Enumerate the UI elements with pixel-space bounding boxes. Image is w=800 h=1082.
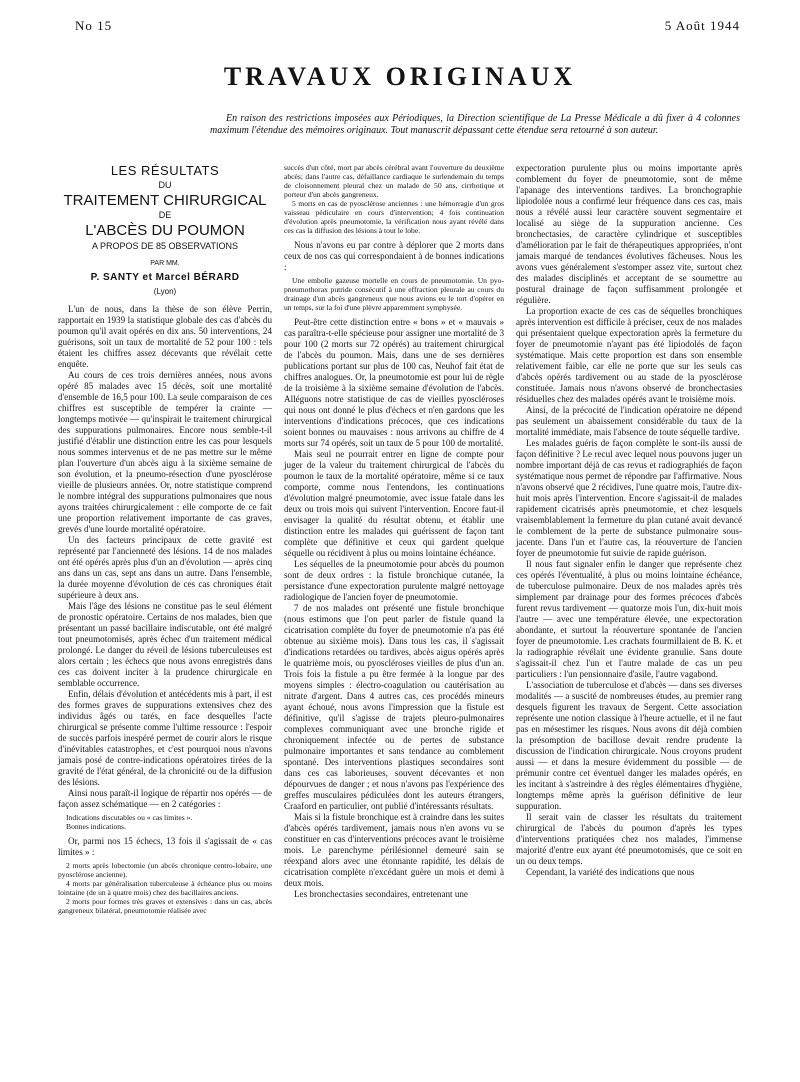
paragraph: 7 de nos malades ont présenté une fistule bronchique (nous estimons que l'on peut parler de fistule quand la cicatrisation complète du foyer de pneumotomie n'a pas été obtenue au sixième mois). Dans tous les cas, il s'agissait d'indications retardées ou tardives, abcès aigus opérés après le quatrième mois, ou pyoscléroses vieilles de plus d'un an. Trois fois la fistule a pu être fermée à la longue par des moyens simples : électro-coagulation ou cautérisation au nitrate d'argent. Dans 4 autres cas, ces procédés mineurs ayant échoué, nous avons l'impression que la fistule est définitive, qu'il s'agisse de trajets pleuro-pulmonaires complexes communiquant avec une bronche rigide et chroniquement infectée ou de pertes de substance pulmonaire importantes et sans tendance au comblement spontané. Des interventions plastiques secondaires sont dans ces cas laborieuses, souvent décevantes et non dépourvues de danger ; et nous n'avons pas l'expérience des greffes musculaires pédiculées dont les auteurs étrangers, Craaford en particulier, ont publié d'intéressants résultats. [284,603,504,811]
paragraph: Les séquelles de la pneumotomie pour abcès du poumon sont de deux ordres : la fistule bronchique cutanée, la persistance d'une expectoration purulente malgré nettoyage radiologique de l'ancien foyer de pneumotomie. [284,559,504,602]
small-note: succès d'un côté, mort par abcès cérébral avant l'ouverture du deuxième abcès; dans l'autre cas, défaillance cardiaque le surlendemain du temps de cloisonnement pleural chez un malade de 50 ans, cirrhotique et porteur d'un abcès gangreneux. [284,163,504,199]
small-note-block [58,861,272,915]
paragraph: Ainsi nous paraît-il logique de répartir nos opérés — de façon assez schématique — en 2 catégories : [58,788,272,809]
article-title-de: DE [158,210,172,220]
small-note-block [284,163,504,235]
small-note: 2 morts après lobectomie (un abcès chronique centro-lobaire, une pyosclérose ancienne). [58,861,272,879]
section-title: TRAVAUX ORIGINAUX [223,62,577,91]
article-city: (Lyon) [153,287,177,296]
paragraph: Peut-être cette distinction entre « bons » et « mauvais » cas paraîtra-t-elle spécieuse pour assigner une mortalité de 3 pour 100 (2 morts sur 72 opérés) au traitement chirurgical de l'abcès du poumon. Mais, dans une de ses dernières publications portant sur plus de 100 cas, Neuhof fait état de chiffres analogues. Or, la pneumotomie est pour lui de règle de la troisième à la sixième semaine d'évolution de l'abcès. Alléguons notre statistique de cas de vieilles pyoscléroses qui nous ont donné le plus d'échecs et n'en gardons que les interventions d'indications précoces, que ces indications soient bonnes ou mauvaises : nous arrivons au chiffre de 4 morts sur 74 opérés, soit un taux de 5 pour 100 de mortalité. [284,317,504,448]
paragraph: Cependant, la variété des indications que nous [526,867,695,877]
paragraph: Les bronchectasies secondaires, entretenant une [294,889,468,899]
paragraph: La proportion exacte de ces cas de séquelles bronchiques après intervention est difficile à préciser, ceux de nos malades qui présentaient quelque expectoration après la fermeture du foyer de pneumotomie n'ayant pas été lipiodolés de façon systématique. Mais cette proportion est dans son ensemble relativement faible, car elle ne porte que sur les seuls cas d'abcès opérés tardivement ou au stade de la pyosclérose constituée. Jamais nous n'avons observé de bronchectasies résiduelles chez des malades opérés avant le troisième mois. [516,306,742,404]
paragraph: Ainsi, de la précocité de l'indication opératoire ne dépend pas seulement un abaissement considérable du taux de la mortalité immédiate, mais l'absence de toute séquelle tardive. [516,405,742,437]
small-note: Bonnes indications. [66,822,126,831]
paragraph: Mais seul ne pourrait entrer en ligne de compte pour juger de la valeur du traitement chirurgical de l'abcès du poumon le taux de la mortalité opératoire, même si ce taux comporte, comme nous l'entendons, les continuations d'évolution malgré pneumotomie, avec issue fatale dans les deux ou trois mois qui suivent l'intervention. Encore faut-il envisager la qualité du résultat obtenu, et établir une distinction entre les malades qui guérissent de façon tant complète que définitive et ceux qui gardent quelque séquelle ou récidivent à plus ou moins lointaine échéance. [284,449,504,558]
paragraph: L'association de tuberculose et d'abcès — dans ses diverses modalités — a suscité de nombreuses études, au premier rang desquels figurent les travaux de Sergent. Cette association représente une notion classique à l'heure actuelle, et il ne faut pas en mésestimer les risques. Nous avons dit déjà combien la présomption de bacillose devait rendre prudente la discussion de l'indication chirurgicale. Nous croyons prudent aussi — et dans la mesure évidemment du possible — de prémunir contre cet éventuel danger les malades opérés, en les incitant à s'astreindre à des règles élémentaires d'hygiène, longtemps même après la guérison définitive de leur suppuration. [516,680,742,811]
paragraph: expectoration purulente plus ou moins importante après comblement du foyer de pneumotomie, sont de même l'apanage des interventions tardives. La bronchographie lipiodolée nous a confirmé leur fréquence dans ces cas, mais nous a révélé aussi leur caractère souvent segmentaire et localisé au siège de la suppuration ancienne. Ces bronchectasies, de caractère cylindrique et susceptibles d'amélioration par le fait de thérapeutiques appropriées, n'ont jamais marqué de tendances évolutives fâcheuses. Nous les avons vues généralement s'estomper assez vite, surtout chez des malades disciplinés et acceptant de se soumettre au postural drainage de façon suffisamment prolongée et régulière. [516,163,742,305]
small-note: 5 morts en cas de pyosclérose anciennes : une hémorragie d'un gros vaisseau pédiculaire en cours d'intervention; 4 fois continuation d'évolution après pneumotomie, la vérification nous ayant révélé dans ces cas la diffusion des lésions à tout le lobe. [284,199,504,235]
small-note-block [284,276,504,312]
paragraph: Il nous faut signaler enfin le danger que représente chez ces opérés l'éventualité, à plus ou moins lointaine échéance, de tuberculose pulmonaire. Deux de nos malades après très simplement par drainage pour des formes précoces d'abcès furent revus tardivement — quatorze mois l'un, dix-huit mois l'autre — avec une température élevée, une expectoration abondante, et surtout la réouverture spontanée de l'ancien foyer de pneumotomie. Les crachats fourmillaient de B. K. et la radiographie révélait une évidente granulie. Sans doute s'agissait-il chez l'un et l'autre malade de cas un peu particuliers : l'un pensionnaire d'asile, l'autre vagabond. [516,559,742,679]
article-par-mm: PAR MM. [150,260,180,267]
paragraph: Les malades guéris de façon complète le sont-ils aussi de façon définitive ? Le recul avec lequel nous pouvons juger un nombre important déjà de cas revus et radiographiés de façon systématique nous permet de répondre par l'affirmative. Nous n'avons observé que 2 récidives, l'une quatre mois, l'autre dix-huit mois après l'intervention. Encore s'agissait-il de malades rapidement cicatrisés après pneumotomie, et chez lesquels vraisemblablement la fermeture du plan cutané avait devancé le comblement de la perte de substance pulmonaire sous-jacente. Dans l'un et l'autre cas, la réouverture de l'ancien foyer de pneumotomie fut suivie de rapide guérison. [516,438,742,558]
article-title-block [58,165,272,297]
issue-number: No 15 [75,18,113,33]
small-note: 4 morts par généralisation tuberculeuse à échéance plus ou moins lointaine (de un à quatre mois) chez des bacillaires anciens. [58,879,272,897]
small-note: 2 morts pour formes très graves et extensives : dans un cas, abcès gangreneux bilatéral, pneumotomie réalisée avec [58,897,272,915]
article-title-line3: L'ABCÈS DU POUMON [85,222,245,239]
small-note: Indications discutables ou « cas limites ». [66,813,193,822]
paragraph: Mais l'âge des lésions ne constitue pas le seul élément de pronostic opératoire. Certains de nos malades, bien que présentant un passé bacillaire indiscutable, ont été malgré tout pneumotomisés, après échec d'un traitement médical prolongé. Le danger du réveil de lésions tuberculeuses est alors certain ; les échecs que nous avons enregistrés dans ces cas doivent inciter à la prudence chirurgicale en semblable occurrence. [58,601,272,688]
paragraph: Il serait vain de classer les résultats du traitement chirurgical de l'abcès du poumon d'après les types d'interventions pratiquées chez nos malades, l'immense majorité d'entre eux ayant été pneumotomisés, que ce soit en un ou deux temps. [516,812,742,866]
paragraph: Or, parmi nos 15 échecs, 13 fois il s'agissait de « cas limites » : [58,836,272,857]
paragraph: L'un de nous, dans la thèse de son élève Perrin, rapportait en 1939 la statistique globale des cas d'abcès du poumon qu'il avait opérés en dix ans. 50 interventions, 24 guérisons, soit un taux de mortalité de 52 pour 100 : tels étaient les chiffres assez décevants que révélait cette enquête. [58,304,272,369]
editorial-notice: En raison des restrictions imposées aux Périodiques, la Direction scientifique de La Presse Médicale a dû fixer à 4 colonnes maximum l'étendue des mémoires originaux. Tout manuscrit dépassant cette étendue sera retourné à son auteur. [210,113,740,136]
small-note-block [58,813,272,831]
paragraph: Nous n'avons eu par contre à déplorer que 2 morts dans ceux de nos cas qui correspondaient à de bonnes indications : [284,240,504,272]
paragraph: Enfin, délais d'évolution et antécédents mis à part, il est des formes graves de suppurations extensives chez des individus âgés ou tarés, en face desquelles l'acte chirurgical se présente comme l'ultime ressource : l'espoir de succès parfois inespéré permet de courir alors le risque d'inévitables catastrophes, et c'est pourquoi nous n'avons jamais posé de contre-indications opératoires tirées de la gravité de l'état général, de la chronicité ou de la diffusion des lésions. [58,689,272,787]
issue-date: 5 Août 1944 [664,18,740,33]
article-title-line2: TRAITEMENT CHIRURGICAL [63,192,267,209]
column-1 [58,163,272,920]
small-note: Une embolie gazeuse mortelle en cours de pneumotomie. Un pyo-pneumothorax putride consécutif à une effraction pleurale au cours du drainage d'un abcès gangreneux que nous avions eu le tort d'opérer en un temps, sur la foi d'une plèvre apparemment symphysée. [284,276,504,312]
article-subtitle: A PROPOS DE 85 OBSERVATIONS [91,241,239,251]
paragraph: Un des facteurs principaux de cette gravité est représenté par l'ancienneté des lésions. 14 de nos malades ont été opérés après plus d'un an d'évolution — après cinq ans dans un cas, sept ans dans un autre. Dans l'ensemble, la durée moyenne d'évolution de ces cas chroniques était supérieure à deux ans. [58,535,272,600]
article-authors: P. SANTY et Marcel BÉRARD [90,272,240,283]
column-2 [284,163,504,900]
article-title-line1: LES RÉSULTATS [110,163,220,178]
column-3 [516,163,742,878]
article-title-du: DU [158,180,172,190]
paragraph: Au cours de ces trois dernières années, nous avons opéré 85 malades avec 15 décès, soit une mortalité d'ensemble de 16,5 pour 100. La seule comparaison de ces chiffres est susceptible de tempérer la crainte — longtemps motivée — qu'inspirait le traitement chirurgical des suppurations pulmonaires. Encore nous semble-t-il justifié d'établir une distinction entre les cas pour lesquels nous sommes intervenus et de ne pas mettre sur le même plan l'ouverture d'un abcès aigu à la sixième semaine de son évolution, et la pneumo-résection d'une pyosclérose vieille de plusieurs années. Or, notre statistique comprend le nombre intégral des suppurations pulmonaires que nous ayons traitées chirurgicalement : elle comporte de ce fait une proportion relativement importante de cas graves, grevés d'une lourde mortalité opératoire. [58,370,272,534]
paragraph: Mais si la fistule bronchique est à craindre dans les suites d'abcès opérés tardivement, jamais nous n'en avons vu se constituer en cas d'interventions précoces avant le troisième mois. Le parenchyme périlésionnel demeuré sain se réexpand alors avec une étonnante rapidité, les délais de cicatrisation complète n'excédant guère un mois et demi à deux mois. [284,812,504,888]
